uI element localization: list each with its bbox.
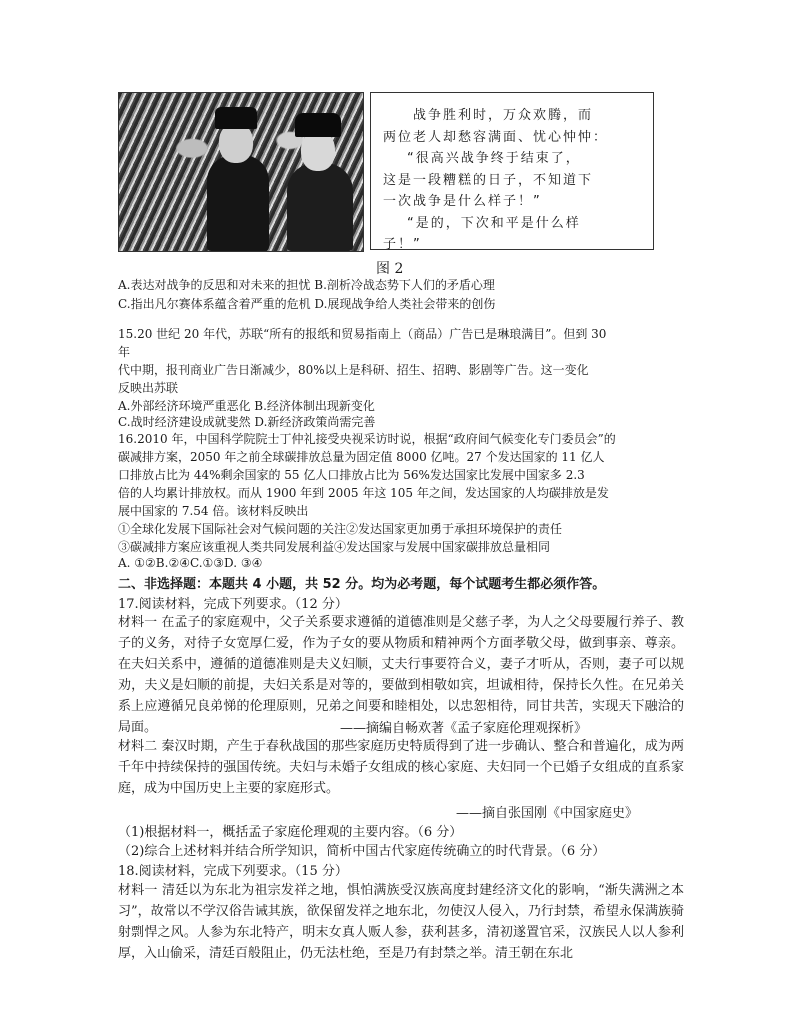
caption-line: 两位老人却愁容满面、忧心忡忡：	[383, 129, 609, 145]
caption-line: 战争胜利时，万众欢腾，而	[413, 108, 594, 123]
q16-stem-line3: 口排放占比为 44%剩余国家的 55 亿人口排放占比为 56%发达国家比发展中国家多 2.3	[118, 468, 585, 482]
q14-options-line2: C.指出凡尔赛体系蕴含着严重的危机 D.展现战争给人类社会带来的创伤	[118, 297, 496, 311]
q17-requirement-1: （1)根据材料一，概括孟子家庭伦理观的主要内容。（6 分）	[118, 825, 463, 840]
figure-2	[118, 92, 656, 258]
q16-stem-line5: 展中国家的 7.54 倍。该材料反映出	[118, 504, 309, 518]
q16-statements-1-2: ①全球化发展下国际社会对气候问题的关注②发达国家更加勇于承担环境保护的责任	[118, 522, 563, 536]
q17-material-2-text: 材料二 秦汉时期，产生于春秋战国的那些家庭历史特质得到了进一步确认、整合和普遍化，成为两千年中持续保持的强国传统。夫妇与未婚子女组成的核心家庭、夫妇同一个已婚子女组成的直系家庭，成为中国历史上主要的家庭形式。	[118, 739, 684, 796]
q15-stem-line1: 15.20 世纪 20 年代，苏联“所有的报纸和贸易指南上（商品）广告已是琳琅满目”。但到 30	[118, 327, 607, 341]
photo-figure	[219, 123, 253, 163]
photo-figure	[295, 113, 341, 137]
q16-statements-3-4: ③碳减排方案应该重视人类共同发展利益④发达国家与发展中国家碳排放总量相同	[118, 540, 551, 554]
q17-material-1-text: 材料一 在孟子的家庭观中，父子关系要求遵循的道德准则是父慈子孝，为人之父母要履行养子、教子的义务，对待子女宽厚仁爱，作为子女的要从物质和精神两个方面孝敬父母，做到事亲、尊亲。在夫妇关系中，遵循的道德准则是夫义妇顺，丈夫行事要符合义，妻子才听从，否则，妻子可以规劝，夫义是妇顺的前提，夫妇关系是对等的，要做到相敬如宾，坦诚相待，保持长久性。在兄弟关系上应遵循兄良弟悌的伦理原则，兄弟之间要和睦相处，以忠恕相待，同甘共苦，实现天下融洽的局面。	[118, 615, 684, 735]
q15-stem-line2: 年	[118, 345, 131, 359]
q16-stem-line4: 倍的人均累计排放权。而从 1900 年到 2005 年这 105 年之间，发达国家的人均碳排放是发	[118, 486, 609, 500]
q17-source-1: ——摘编自畅欢著《孟子家庭伦理观探析》	[340, 721, 588, 736]
q18-intro: 18.阅读材料，完成下列要求。（15 分）	[118, 864, 348, 879]
photo-figure	[215, 107, 257, 129]
q18-material-1-text: 材料一 清廷以为东北为祖宗发祥之地，惧怕满族受汉族高度封建经济文化的影响，“渐失满洲之本习”，故常以不学汉俗告诫其族，欲保留发祥之地东北，勿使汉人侵入，乃行封禁，希望永保满族骑射剽悍之风。人参为东北特产，明末女真人贩人参，获利甚多，清初遂置官采，汉族民人以人参利厚，入山偷采，清廷百般阻止，仍无法杜绝，至是乃有封禁之举。清王朝在东北	[118, 883, 684, 961]
figure-label: 图 2	[376, 261, 404, 277]
q16-stem-line1: 16.2010 年，中国科学院院士丁仲礼接受央视采访时说，根据“政府间气候变化专门委员会”的	[118, 432, 616, 446]
caption-line: “很高兴战争终于结束了，	[407, 151, 581, 166]
photo-figure	[301, 131, 335, 171]
q15-stem-line3: 代中期，报刊商业广告日渐减少，80%以上是科研、招生、招聘、影剧等广告。这一变化	[118, 363, 589, 377]
q17-source-2: ——摘自张国刚《中国家庭史》	[456, 806, 639, 821]
q17-requirement-2: （2)综合上述材料并结合所学知识，简析中国古代家庭传统确立的时代背景。（6 分）	[118, 844, 606, 859]
q17-intro: 17.阅读材料，完成下列要求。（12 分）	[118, 597, 348, 612]
caption-line: 一次战争是什么样子！”	[383, 194, 542, 209]
figure-caption-box	[370, 92, 654, 250]
q16-options: A. ①②B.②④C.①③D. ③④	[118, 556, 263, 570]
q15-stem-line4: 反映出苏联	[118, 381, 179, 395]
q16-stem-line2: 碳减排方案，2050 年之前全球碳排放总量为固定值 8000 亿吨。27 个发达国家的 11 亿人	[118, 450, 605, 464]
caption-line: 子！”	[383, 237, 422, 252]
q18-material-1	[118, 880, 684, 964]
photo-figure	[207, 155, 269, 251]
q15-option-cd: C.战时经济建设成就斐然 D.新经济政策尚需完善	[118, 415, 376, 429]
q14-options-line1: A.表达对战争的反思和对未来的担忧 B.剖析冷战态势下人们的矛盾心理	[118, 278, 495, 292]
q15-option-ab: A.外部经济环境严重恶化 B.经济体制出现新变化	[118, 399, 375, 413]
caption-line: 这是一段糟糕的日子，不知道下	[383, 172, 594, 188]
q17-material-2	[118, 736, 684, 799]
photo-figure	[287, 163, 353, 251]
caption-line: “是的，下次和平是什么样	[407, 215, 581, 231]
historical-photo-image	[118, 92, 364, 252]
section-2-title: 二、非选择题：本题共 4 小题，共 52 分。均为必考题，每个试题考生都必须作答。	[118, 577, 606, 592]
